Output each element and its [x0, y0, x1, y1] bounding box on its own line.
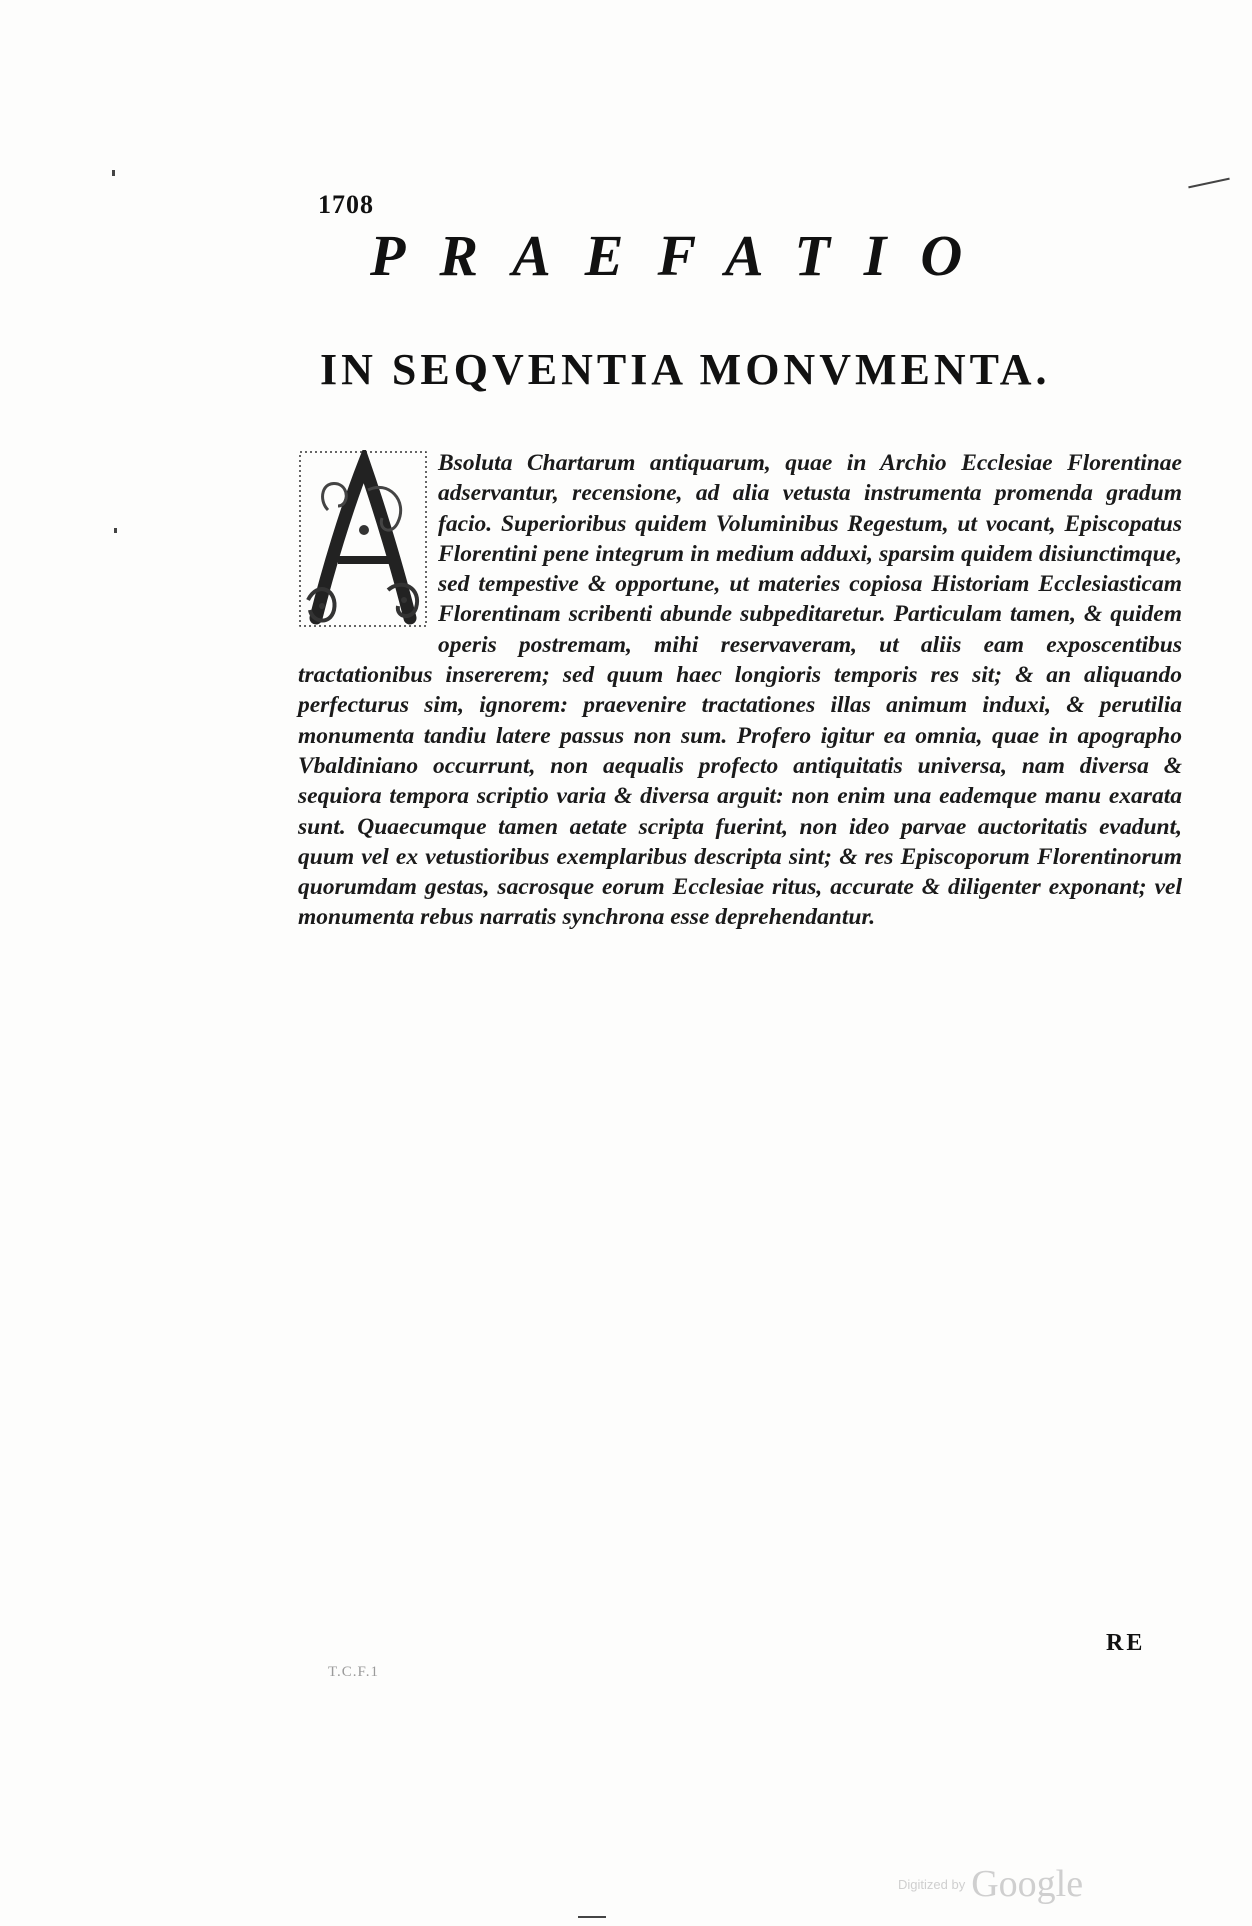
margin-dot: [112, 170, 115, 176]
library-shelfmark: T.C.F.1: [328, 1664, 379, 1680]
margin-dash: [578, 1916, 606, 1918]
page-subtitle: IN SEQVENTIA MONVMENTA.: [320, 345, 1051, 394]
preface-text-block: [298, 448, 1182, 933]
page-title: PRAEFATIO: [370, 223, 997, 288]
catchword: RE: [1106, 1630, 1146, 1656]
digitization-watermark: [898, 1862, 1083, 1906]
watermark-prefix: Digitized by: [898, 1876, 966, 1892]
decorated-initial-a-icon: [298, 450, 428, 628]
preface-body-text: Bsoluta Chartarum antiquarum, quae in Archio Ecclesiae Florentinae adservantur, recensione, ad alia vetusta instrumenta promenda gradum facio. Superioribus quidem Voluminibus Regestum, ut vocant, Episcopatus Florentini pene integrum in medium adduxi, sparsim quidem disiunctimque, sed tempestive & opportune, ut materies copiosa Historiam Ecclesiasticam Florentinam scribenti abunde subpeditaretur. Particulam tamen, & quidem operis postremam, mihi reservaveram, ut aliis eam exposcentibus tractationibus insererem; sed quum haec longioris temporis res sit; & an aliquando perfecturus sim, ignorem: praevenire tractationes illas animum induxi, & perutilia monumenta tandiu latere passus non sum. Profero igitur ea omnia, quae in apographo Vbaldiniano occurrunt, non aequalis profecto antiquitatis universa, nam diversa & sequiora tempora scriptio varia & diversa arguit: non enim una eademque manu exarata sunt. Quaecumque tamen aetate scripta fuerint, non ideo parvae auctoritatis evadunt, quum vel ex vetustioribus exemplaribus descripta sint; & res Episcoporum Florentinorum quorumdam gestas, sacrosque eorum Ecclesiae ritus, accurate & diligenter exponant; vel monumenta rebus narratis synchrona esse deprehendantur.: [298, 450, 1182, 931]
margin-dot: [114, 528, 117, 533]
watermark-logo: Google: [971, 1863, 1084, 1905]
margin-dash: [1188, 178, 1229, 189]
page-number: 1708: [318, 190, 374, 219]
